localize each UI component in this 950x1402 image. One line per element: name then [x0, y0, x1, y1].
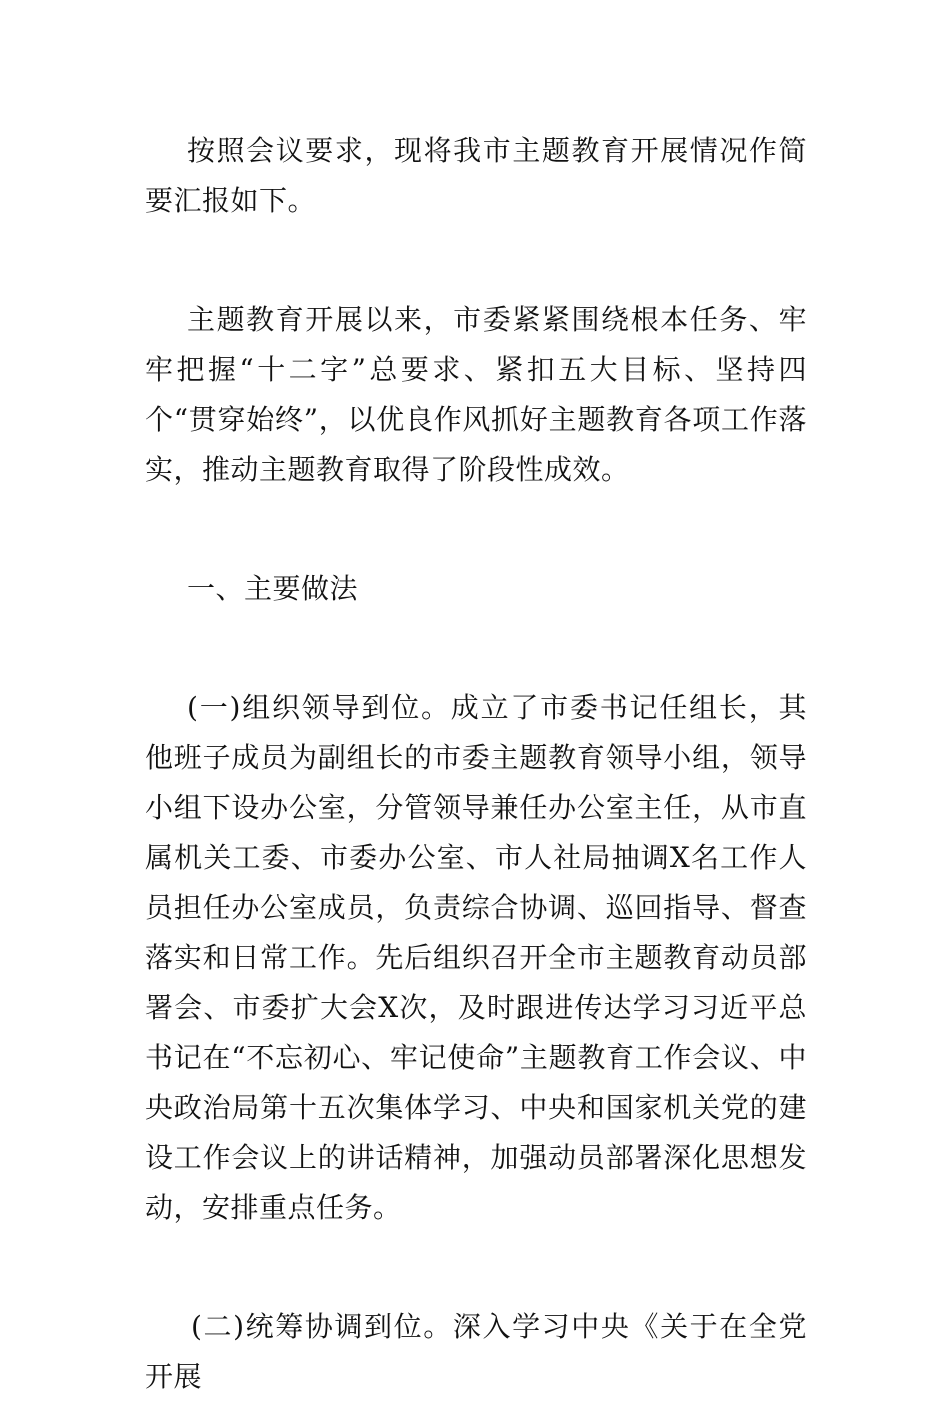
section-heading-main-practices: 一、主要做法: [187, 572, 359, 605]
paragraph-intro: 按照会议要求，现将我市主题教育开展情况作简要汇报如下。: [145, 134, 807, 217]
paragraph-overview: 主题教育开展以来，市委紧紧围绕根本任务、牢牢把握“十二字”总要求、紧扣五大目标、坚持四个“贯穿始终”，以优良作风抓好主题教育各项工作落实，推动主题教育取得了阶段性成效。: [145, 303, 807, 486]
document-body: [145, 126, 807, 1402]
paragraph-organization-leadership: (一)组织领导到位。成立了市委书记任组长，其他班子成员为副组长的市委主题教育领导小组，领导小组下设办公室，分管领导兼任办公室主任，从市直属机关工委、市委办公室、市人社局抽调X名工作人员担任办公室成员，负责综合协调、巡回指导、督查落实和日常工作。先后组织召开全市主题教育动员部署会、市委扩大会X次，及时跟进传达学习习近平总书记在“不忘初心、牢记使命”主题教育工作会议、中央政治局第十五次集体学习、中央和国家机关党的建设工作会议上的讲话精神，加强动员部署深化思想发动，安排重点任务。: [145, 691, 807, 1224]
paragraph-coordination: (二)统筹协调到位。深入学习中央《关于在全党开展: [145, 1310, 807, 1393]
